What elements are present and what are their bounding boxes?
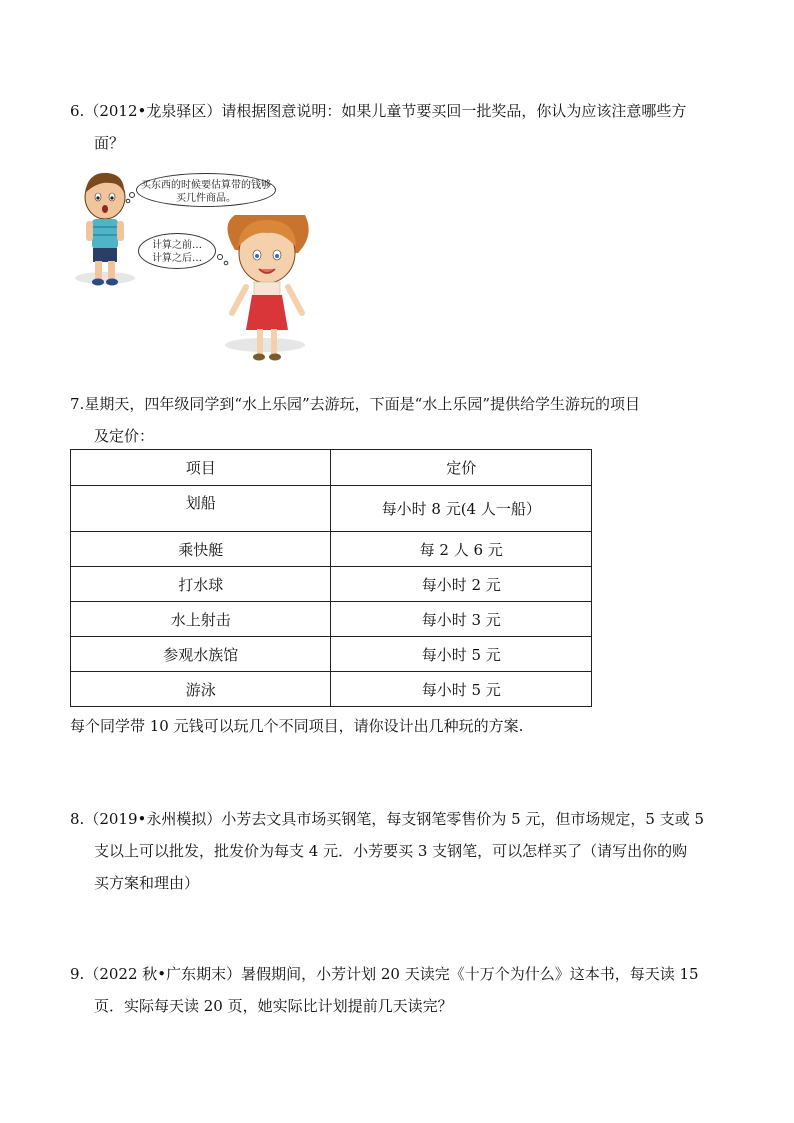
table-cell-price: 每小时 5 元 (331, 637, 592, 672)
question-7-text: 星期天，四年级同学到“水上乐园”去游玩，下面是“水上乐园”提供给学生游玩的项目 (84, 395, 640, 413)
question-6-line-1 (70, 95, 730, 127)
table-cell-item: 乘快艇 (71, 532, 331, 567)
question-8-line-3: 买方案和理由） (94, 874, 200, 892)
boy-speech-text: 买东西的时候要估算带的钱够买几件商品。 (141, 180, 271, 204)
table-cell-price: 每小时 5 元 (331, 672, 592, 707)
table-header-row (71, 450, 592, 486)
table-header-cell: 项目 (71, 450, 331, 486)
children-illustration (70, 165, 330, 380)
table-row (71, 637, 592, 672)
girl-speech-bubble (138, 233, 216, 269)
question-8-line-2: 支以上可以批发，批发价为每支 4 元．小芳要买 3 支钢笔，可以怎样买了（请写出你的购 (94, 842, 688, 860)
table-row (71, 532, 592, 567)
boy-speech-bubble (136, 173, 276, 207)
table-cell-item: 划船 (71, 486, 331, 532)
table-cell-price: 每小时 2 元 (331, 567, 592, 602)
table-row (71, 567, 592, 602)
question-6-text: 请根据图意说明：如果儿童节要买回一批奖品，你认为应该注意哪些方 (221, 102, 687, 120)
table-row (71, 672, 592, 707)
table-cell-item: 游泳 (71, 672, 331, 707)
girl-speech-line-2: 计算之后… (152, 253, 202, 264)
boy-figure (85, 173, 125, 286)
question-7-number: 7. (70, 395, 85, 413)
table-cell-item: 水上射击 (71, 602, 331, 637)
question-9-line-1 (70, 958, 730, 990)
table-row (71, 602, 592, 637)
question-7 (70, 388, 730, 452)
question-6-source: （2012•龙泉驿区） (84, 102, 222, 120)
question-6-line-2: 面？ (94, 134, 125, 152)
price-table (70, 449, 592, 707)
question-6 (70, 95, 730, 159)
question-8-number: 8. (70, 810, 85, 828)
table-row (71, 486, 592, 532)
girl-speech-line-1: 计算之前… (152, 240, 202, 251)
table-cell-item: 打水球 (71, 567, 331, 602)
question-9-line-2: 页．实际每天读 20 页，她实际比计划提前几天读完？ (94, 997, 453, 1015)
question-9-text: （2022 秋•广东期末）暑假期间，小芳计划 20 天读完《十万个为什么》这本书，每天读 15 (84, 965, 699, 983)
question-7-line-2: 及定价： (94, 427, 155, 445)
table-cell-price: 每 2 人 6 元 (331, 532, 592, 567)
question-9-number: 9. (70, 965, 85, 983)
table-header-cell: 定价 (331, 450, 592, 486)
question-8-text: （2019•永州模拟）小芳去文具市场买钢笔，每支钢笔零售价为 5 元，但市场规定，5 支或 5 (84, 810, 705, 828)
question-6-number: 6. (70, 102, 85, 120)
table-cell-price: 每小时 8 元(4 人一船） (331, 486, 592, 532)
table-cell-item: 参观水族馆 (71, 637, 331, 672)
question-8-line-1 (70, 803, 730, 835)
question-7-line-1 (70, 388, 730, 420)
table-cell-price: 每小时 3 元 (331, 602, 592, 637)
question-8 (70, 803, 730, 899)
question-7-followup: 每个同学带 10 元钱可以玩几个不同项目，请你设计出几种玩的方案. (70, 717, 524, 735)
question-9 (70, 958, 730, 1022)
